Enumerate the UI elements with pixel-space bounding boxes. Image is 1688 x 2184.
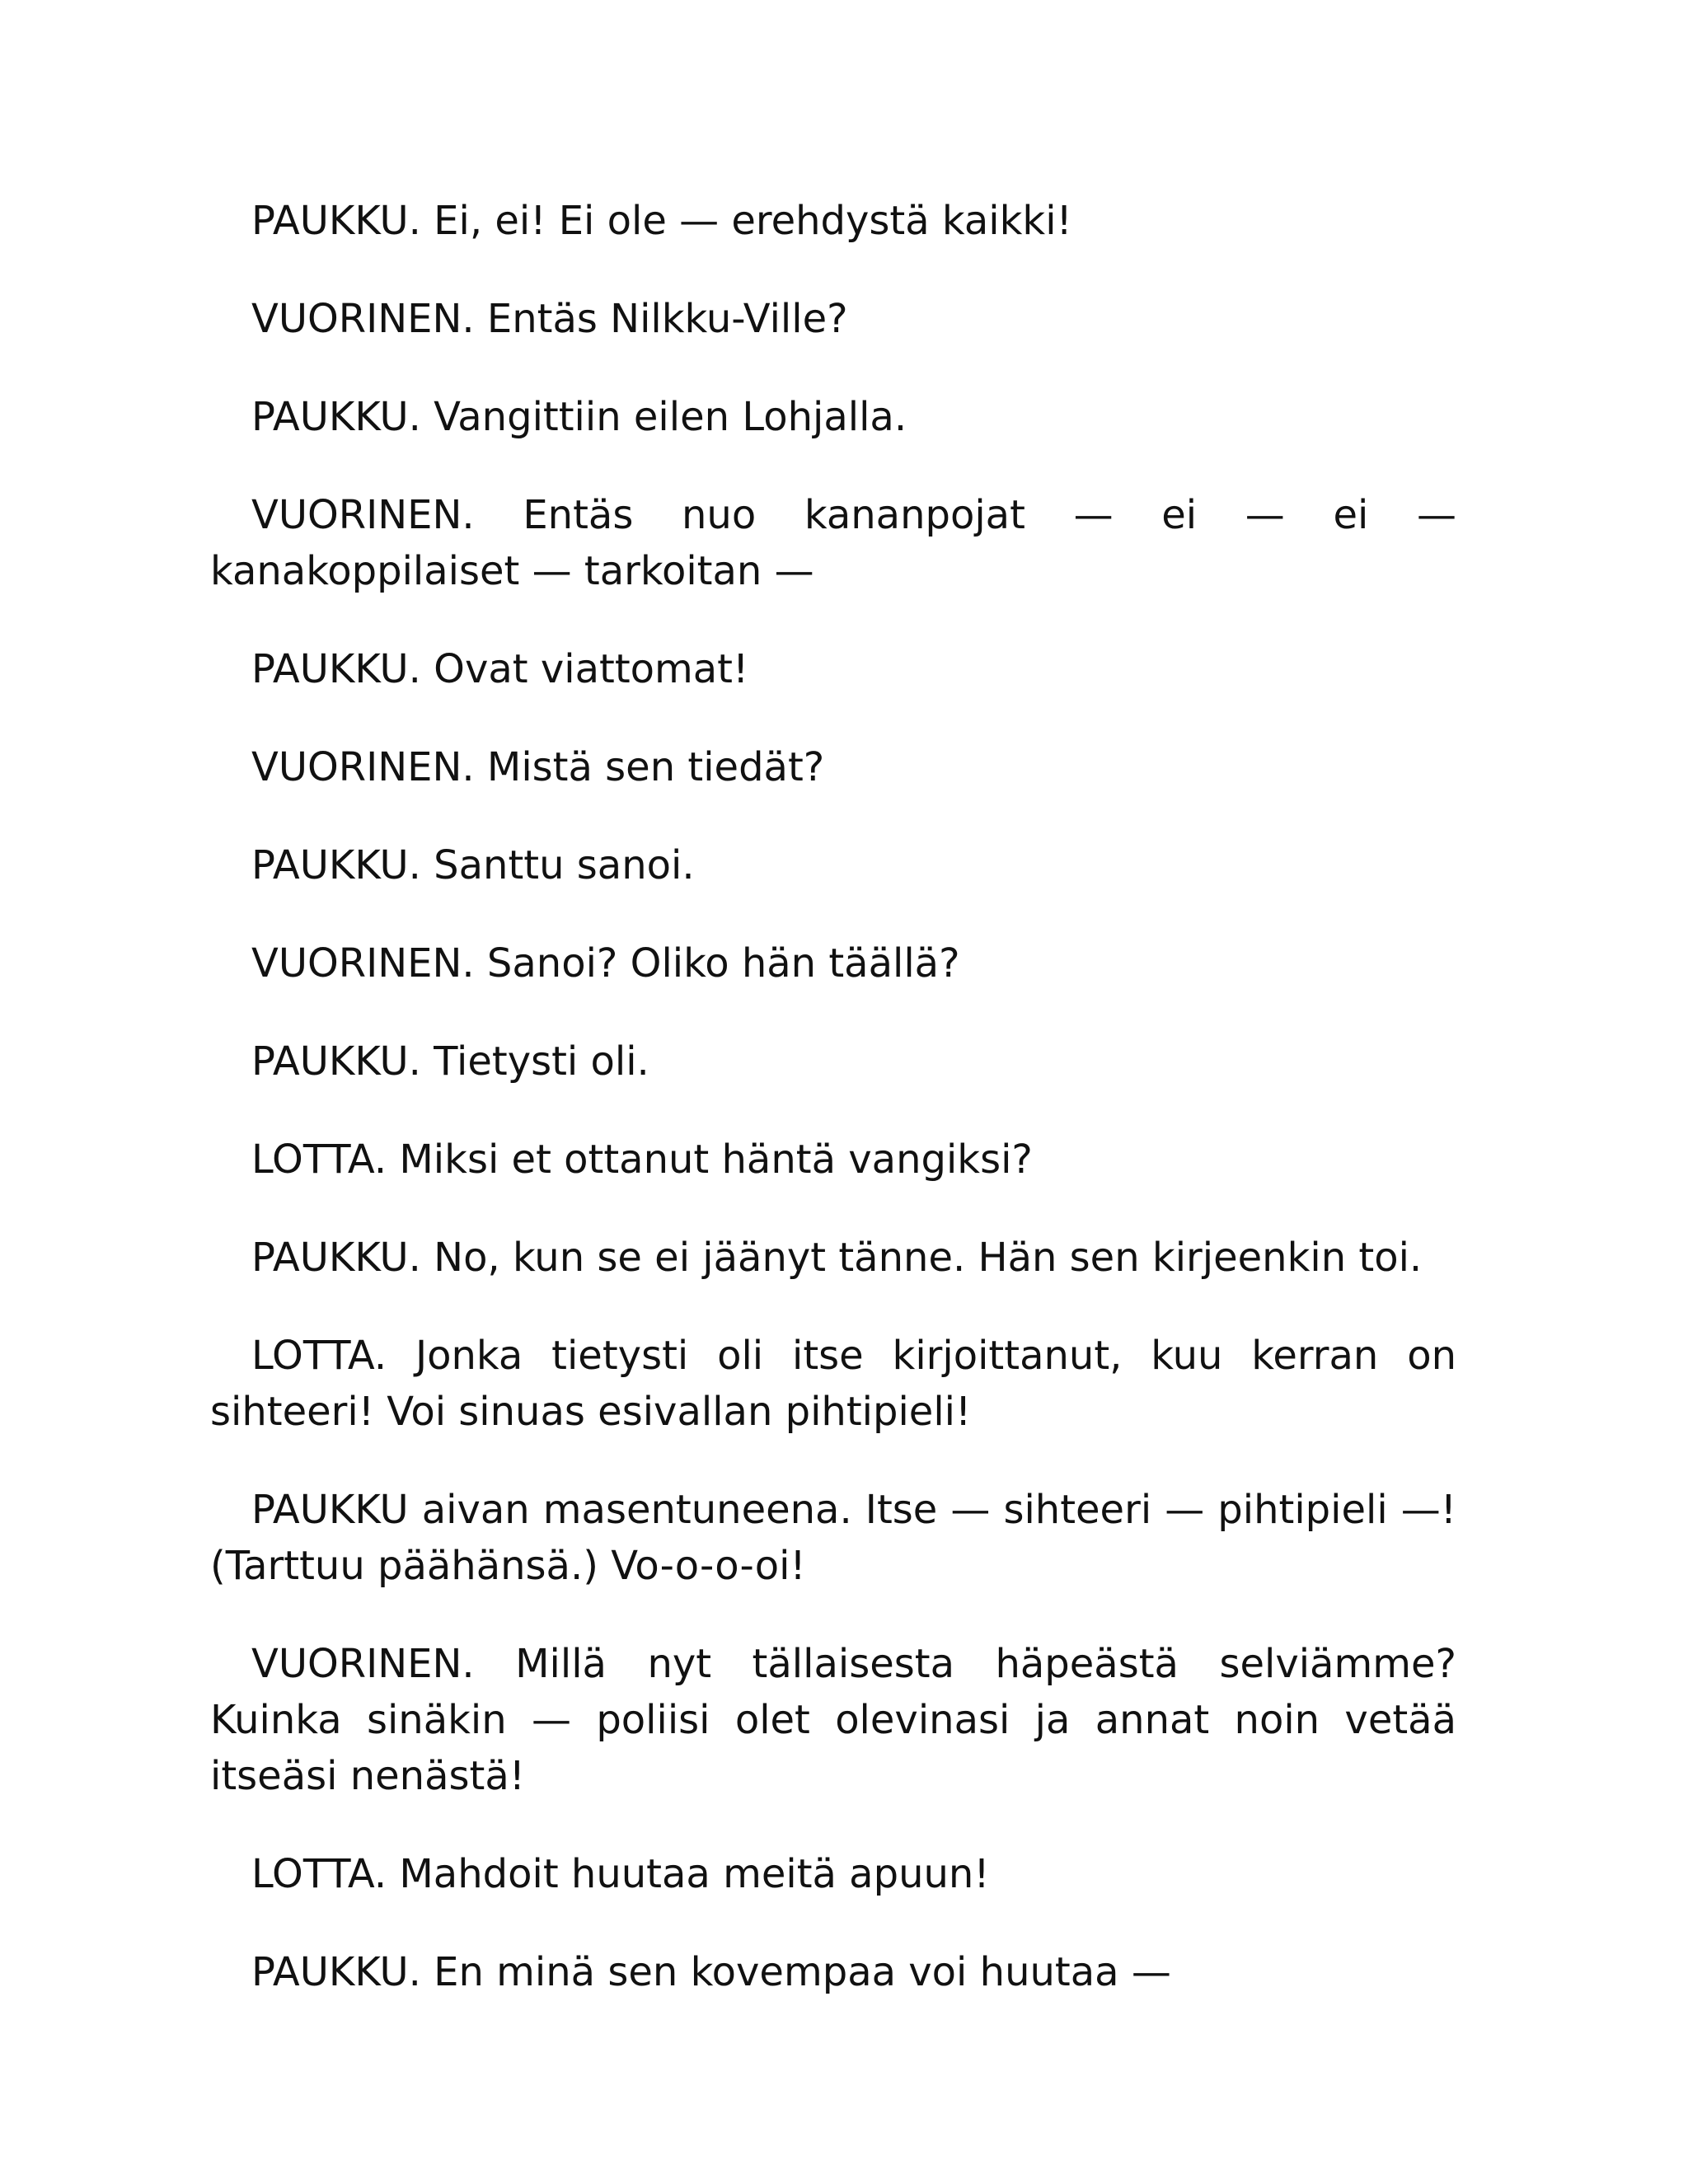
paragraph-11: PAUKKU. No, kun se ei jäänyt tänne. Hän sen kirjeenkin toi. [251, 1235, 1423, 1281]
paragraph-15: LOTTA. Mahdoit huutaa meitä apuun! [251, 1851, 990, 1897]
paragraph-9: PAUKKU. Tietysti oli. [251, 1038, 649, 1085]
paragraph-5: PAUKKU. Ovat viattomat! [251, 646, 749, 692]
paragraph-8: VUORINEN. Sanoi? Oliko hän täällä? [251, 940, 960, 987]
paragraph-16: PAUKKU. En minä sen kovempaa voi huutaa — [251, 1949, 1171, 1995]
paragraph-3: PAUKKU. Vangittiin eilen Lohjalla. [251, 394, 907, 440]
paragraph-12: LOTTA. Jonka tietysti oli itse kirjoittanut, kuu kerran on sihteeri! Voi sinuas esivallan pihtipieli! [210, 1333, 1456, 1435]
paragraph-1: PAUKKU. Ei, ei! Ei ole — erehdystä kaikki! [251, 198, 1072, 244]
paragraph-6: VUORINEN. Mistä sen tiedät? [251, 744, 825, 790]
paragraph-4: VUORINEN. Entäs nuo kananpojat — ei — ei — kanakoppilaiset — tarkoitan — [210, 492, 1456, 594]
paragraph-13: PAUKKU aivan masentuneena. Itse — sihteeri — pihtipieli —! (Tarttuu päähänsä.) Vo-o-o-oi! [210, 1487, 1456, 1589]
paragraph-7: PAUKKU. Santtu sanoi. [251, 842, 695, 888]
paragraph-10: LOTTA. Miksi et ottanut häntä vangiksi? [251, 1137, 1033, 1183]
paragraph-2: VUORINEN. Entäs Nilkku-Ville? [251, 296, 848, 342]
paragraph-14: VUORINEN. Millä nyt tällaisesta häpeästä selviämme? Kuinka sinäkin — poliisi olet olevinasi ja annat noin vetää itseäsi nenästä! [210, 1641, 1456, 1799]
document-page [210, 193, 1456, 2042]
